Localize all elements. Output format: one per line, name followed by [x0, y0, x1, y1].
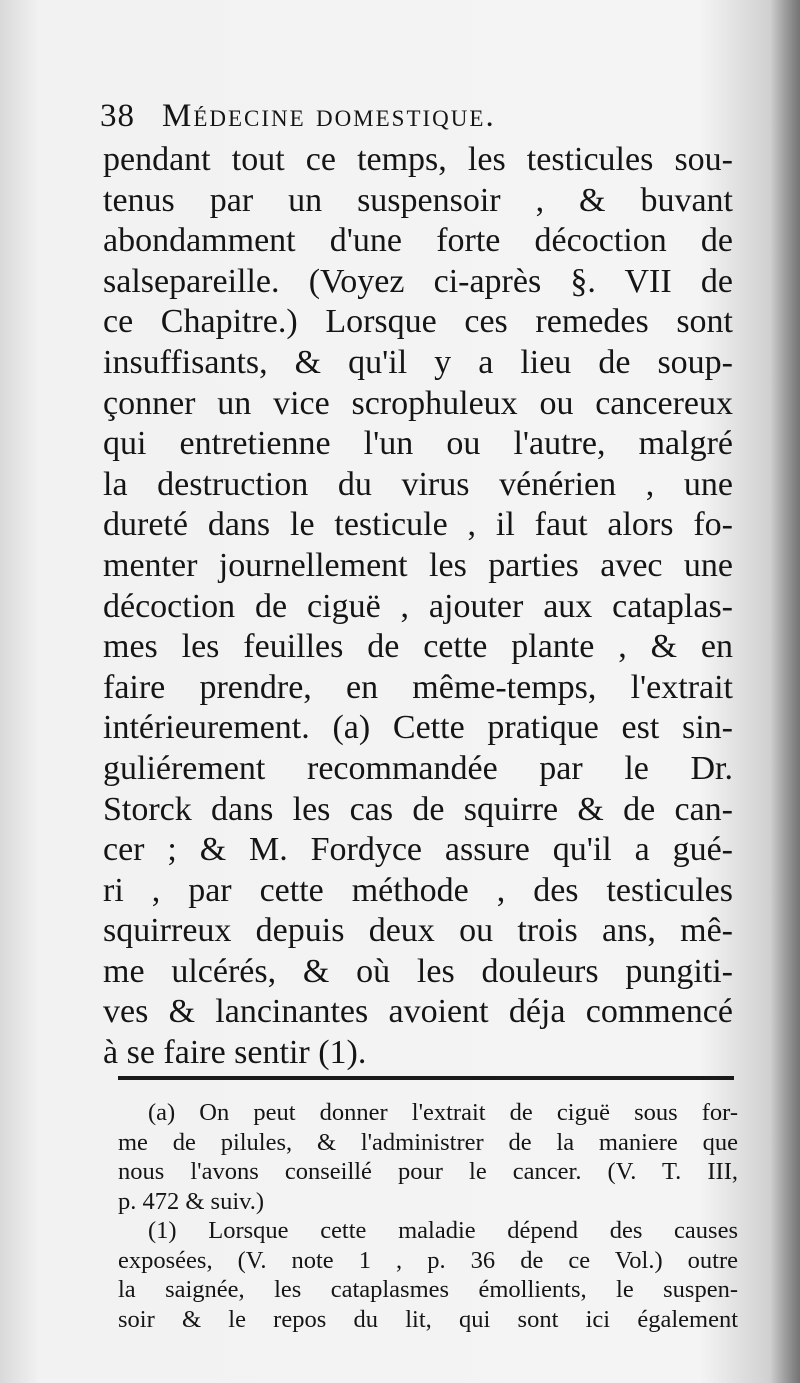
text-line: ri , par cette méthode , des testicules: [103, 871, 733, 909]
text-line: çonner un vice scrophuleux ou cancereux: [103, 384, 733, 422]
footnote-divider: [118, 1076, 734, 1080]
text-line: pendant tout ce temps, les testicules sou-: [103, 141, 733, 178]
text-line: tenus par un suspensoir , & buvant: [103, 181, 733, 219]
text-line: ves & lancinantes avoient déja commencé: [103, 993, 733, 1031]
running-title: Médecine domestique.: [162, 98, 496, 134]
footnote-line: (1) Lorsque cette maladie dépend des causes: [148, 1217, 738, 1244]
footnote-line: exposées, (V. note 1 , p. 36 de ce Vol.) outre: [118, 1246, 738, 1274]
footnote-line: (a) On peut donner l'extrait de ciguë sous for-: [148, 1099, 738, 1126]
text-line: dureté dans le testicule , il faut alors fo-: [103, 506, 733, 544]
page-number: 38: [100, 98, 135, 134]
footnote-line: la saignée, les cataplasmes émollients, le suspen-: [118, 1276, 738, 1303]
text-line: ce Chapitre.) Lorsque ces remedes sont: [103, 303, 733, 341]
footnote-line: p. 472 & suiv.): [118, 1187, 265, 1215]
footnote-line: soir & le repos du lit, qui sont ici également: [118, 1305, 738, 1333]
text-line: décoction de ciguë , ajouter aux cataplas-: [103, 587, 733, 625]
text-line: intérieurement. (a) Cette pratique est sin-: [103, 709, 733, 747]
text-line: salsepareille. (Voyez ci-après §. VII de: [103, 262, 733, 300]
footnotes: [118, 1098, 738, 1334]
footnote-line: me de pilules, & l'administrer de la maniere que: [118, 1128, 738, 1156]
page-gutter-shadow: [770, 0, 800, 1383]
text-line: squirreux depuis deux ou trois ans, mê-: [103, 912, 733, 950]
text-line: la destruction du virus vénérien , une: [103, 465, 733, 503]
text-line: abondamment d'une forte décoction de: [103, 222, 733, 260]
text-line: Storck dans les cas de squirre & de can-: [103, 790, 733, 828]
main-text: [103, 140, 733, 1074]
text-line: guliérement recommandée par le Dr.: [103, 749, 733, 787]
text-line: menter journellement les parties avec une: [103, 546, 733, 584]
text-line: me ulcérés, & où les douleurs pungiti-: [103, 952, 733, 990]
text-line: insuffisants, & qu'il y a lieu de soup-: [103, 343, 733, 381]
text-line: mes les feuilles de cette plante , & en: [103, 628, 733, 666]
text-line: cer ; & M. Fordyce assure qu'il a gué-: [103, 831, 733, 869]
text-line: faire prendre, en même-temps, l'extrait: [103, 668, 733, 706]
text-line: à se faire sentir (1).: [103, 1034, 367, 1072]
text-line: qui entretienne l'un ou l'autre, malgré: [103, 425, 733, 463]
running-header: [100, 98, 740, 135]
footnote-line: nous l'avons conseillé pour le cancer. (V. T. III,: [118, 1158, 738, 1185]
